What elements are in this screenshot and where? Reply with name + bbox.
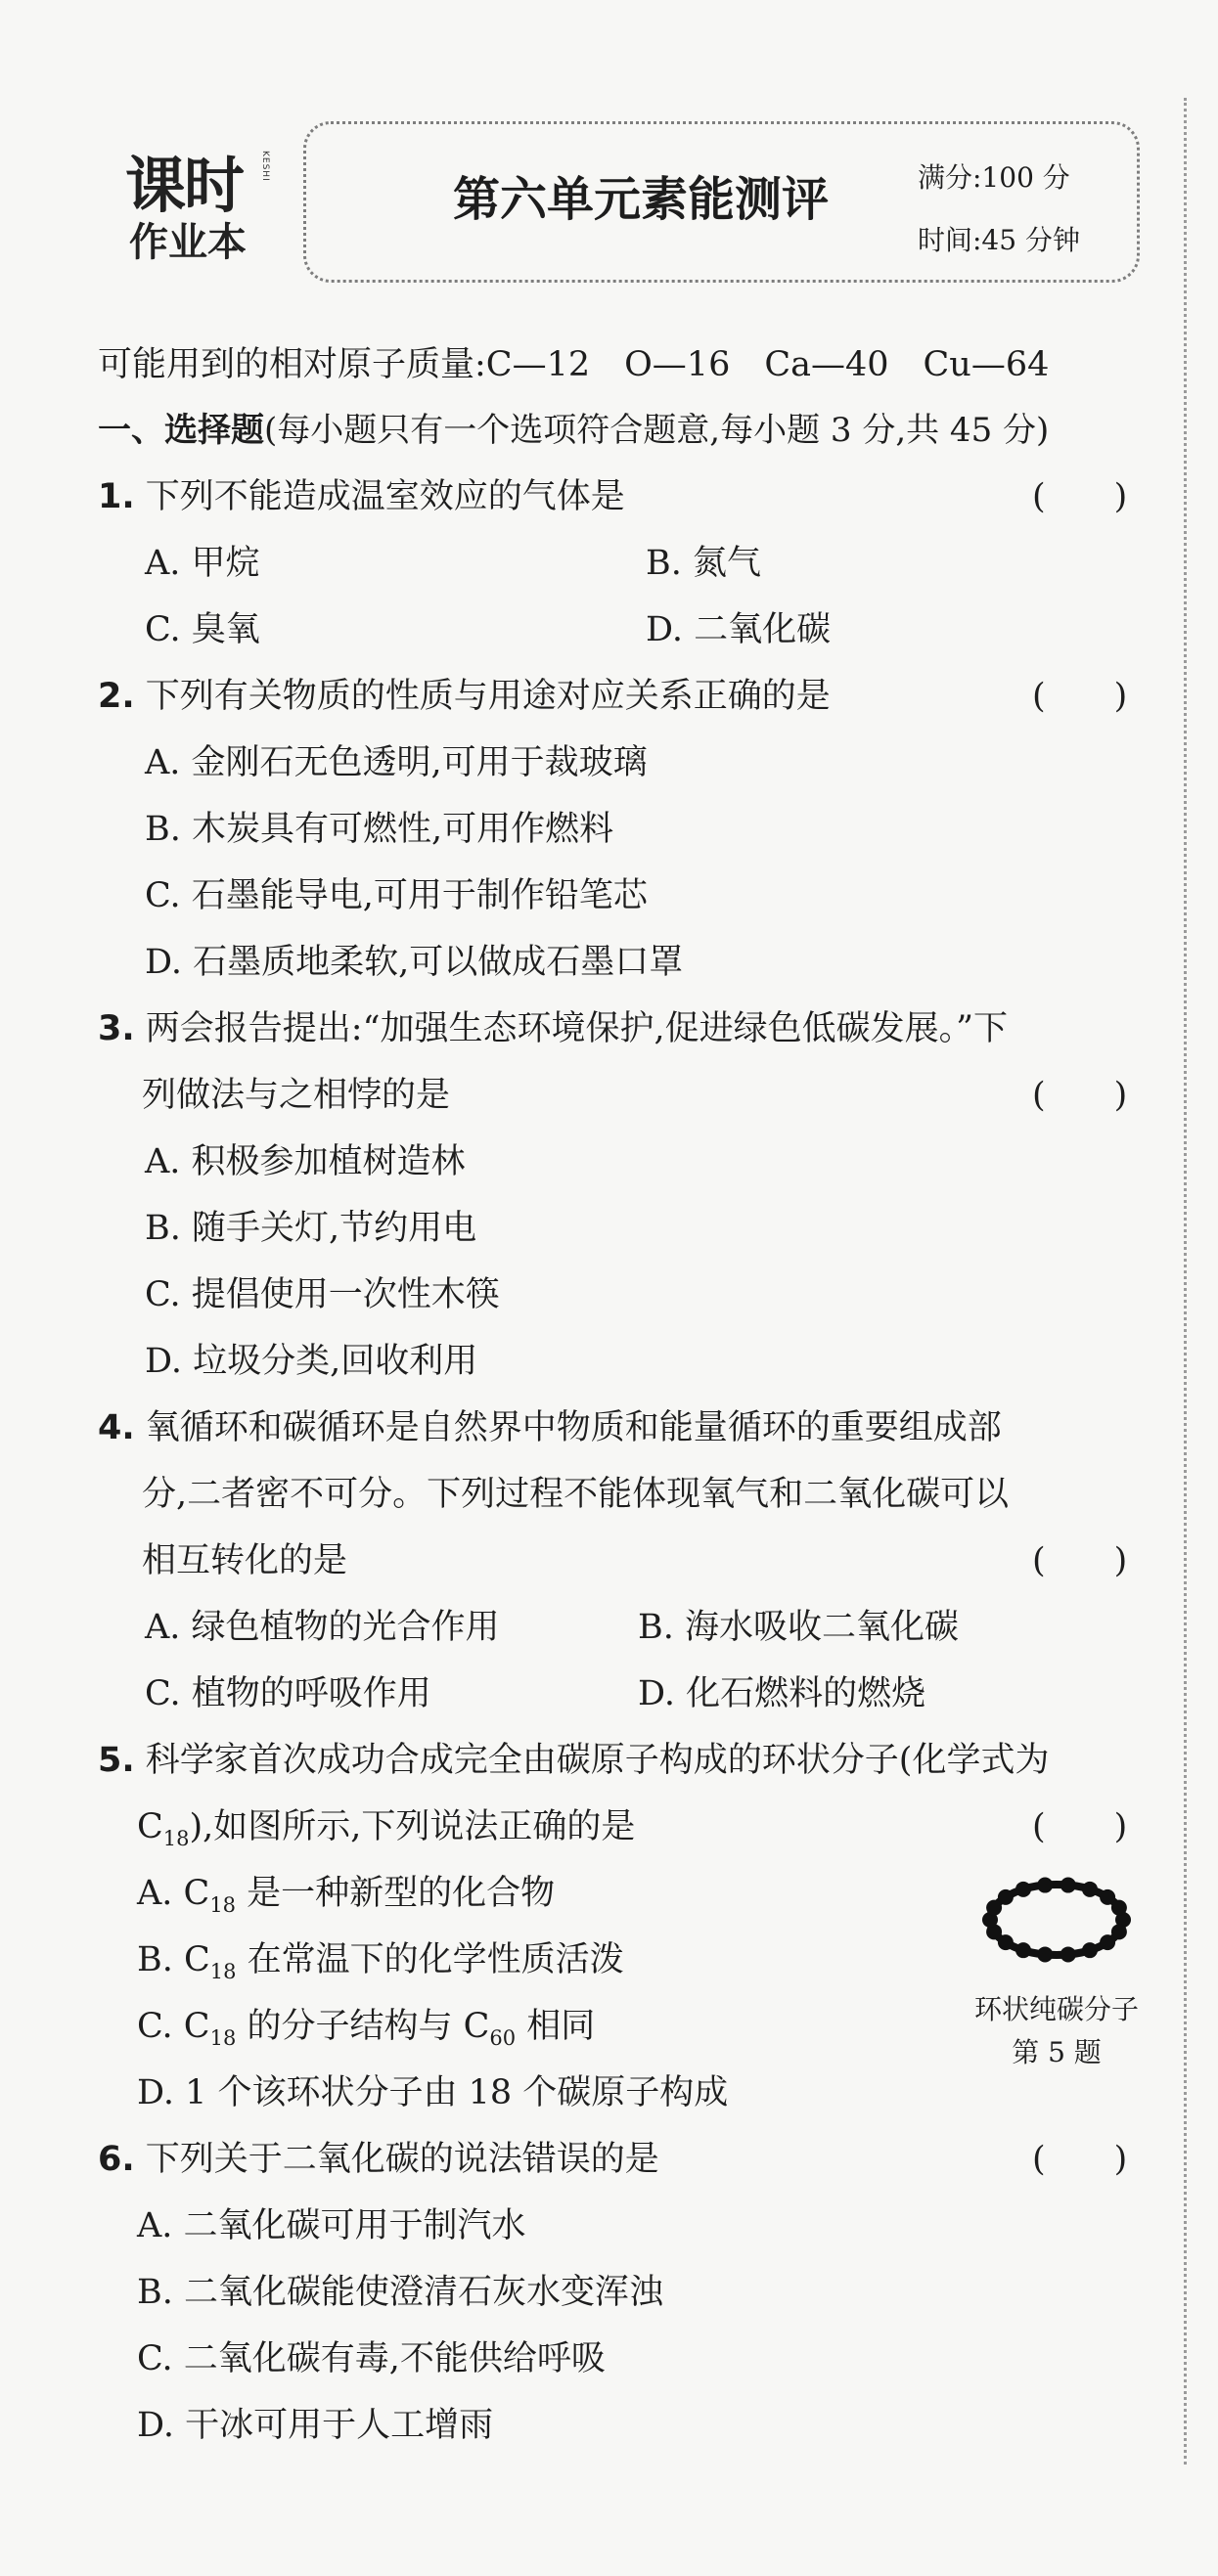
question-text: 下列不能造成温室效应的气体是 <box>145 477 625 516</box>
formula-subscript: 60 <box>489 2026 517 2050</box>
question-5-stem <box>98 1733 1049 1782</box>
q1-option-b: B. 氮气 <box>646 544 761 583</box>
carbon-atom <box>1037 1878 1053 1893</box>
question-3-stem-cont: 列做法与之相悖的是 <box>142 1076 451 1115</box>
carbon-atom <box>998 1889 1014 1905</box>
q6-option-c: C. 二氧化碳有毒,不能供给呼吸 <box>137 2339 606 2378</box>
answer-blank: ( ) <box>1032 677 1128 716</box>
q4-option-b: B. 海水吸收二氧化碳 <box>638 1608 959 1647</box>
full-score: 满分:100 分 <box>918 161 1070 194</box>
q3-option-b: B. 随手关灯,节约用电 <box>145 1209 477 1248</box>
question-text: 两会报告提出:“加强生态环境保护,促进绿色低碳发展。”下 <box>145 1009 1009 1048</box>
time-limit: 时间:45 分钟 <box>918 224 1080 256</box>
q3-option-c: C. 提倡使用一次性木筷 <box>145 1275 500 1314</box>
question-4-stem-cont: 分,二者密不可分。下列过程不能体现氧气和二氧化碳可以 <box>142 1475 1010 1514</box>
carbon-atom <box>1082 1942 1098 1958</box>
question-number: 3. <box>98 1009 135 1048</box>
formula-subscript: 18 <box>162 1827 190 1850</box>
carbon-atom <box>1015 1882 1031 1897</box>
question-number: 1. <box>98 477 135 516</box>
option-text: 在常温下的化学性质活泼 <box>236 1940 624 1979</box>
question-number: 4. <box>98 1408 135 1447</box>
q6-option-b: B. 二氧化碳能使澄清石灰水变浑浊 <box>137 2273 663 2312</box>
figure-caption <box>949 1988 1164 2074</box>
q5-option-b <box>137 1932 624 1983</box>
option-text: A. C <box>137 1874 210 1913</box>
q6-option-d: D. 干冰可用于人工增雨 <box>137 2406 494 2445</box>
carbon-atom <box>1060 1878 1076 1893</box>
q2-option-c: C. 石墨能导电,可用于制作铅笔芯 <box>145 876 648 915</box>
question-3-stem <box>98 1001 1008 1050</box>
q5-option-a <box>137 1866 555 1917</box>
question-6-stem <box>98 2132 659 2181</box>
carbon-atom <box>998 1934 1014 1950</box>
carbon-atom <box>1100 1889 1115 1905</box>
question-5-stem-cont <box>137 1799 635 1850</box>
formula-subscript: 18 <box>209 1960 237 1983</box>
exam-meta <box>918 147 1080 272</box>
question-text: 下列关于二氧化碳的说法错误的是 <box>145 2140 659 2179</box>
carbon-atom <box>1111 1900 1127 1916</box>
option-text: C. C <box>137 2007 210 2046</box>
carbon-atom <box>1015 1942 1031 1958</box>
carbon-atom <box>1060 1946 1076 1962</box>
q2-option-b: B. 木炭具有可燃性,可用作燃料 <box>145 810 614 849</box>
q3-option-a: A. 积极参加植树造林 <box>145 1142 466 1181</box>
ring-molecule-figure <box>978 1873 1135 1980</box>
logo-sub-text: 作业本 <box>129 220 247 265</box>
q1-option-a: A. 甲烷 <box>145 544 260 583</box>
logo-pinyin: KESHI <box>260 151 270 182</box>
question-text: 科学家首次成功合成完全由碳原子构成的环状分子(化学式为 <box>145 1741 1050 1780</box>
section-name: 一、选择题 <box>98 411 264 450</box>
carbon-atom <box>1082 1882 1098 1897</box>
q1-option-c: C. 臭氧 <box>145 610 260 649</box>
answer-blank: ( ) <box>1032 2140 1128 2179</box>
formula-symbol: C <box>137 1807 163 1846</box>
figure-title: 环状纯碳分子 <box>973 1993 1139 2025</box>
answer-blank: ( ) <box>1032 477 1128 516</box>
carbon-atom <box>1037 1946 1053 1962</box>
option-text: 是一种新型的化合物 <box>236 1874 556 1913</box>
section-heading <box>98 403 1049 451</box>
option-text: B. C <box>137 1940 210 1979</box>
question-1-stem <box>98 469 625 518</box>
question-2-stem <box>98 669 831 718</box>
stem-text: ),如图所示,下列说法正确的是 <box>189 1807 636 1846</box>
q5-option-c <box>137 1999 595 2050</box>
carbon-atom <box>1100 1934 1115 1950</box>
question-number: 6. <box>98 2140 135 2179</box>
section-note: (每小题只有一个选项符合题意,每小题 3 分,共 45 分) <box>264 411 1050 450</box>
question-number: 5. <box>98 1741 135 1780</box>
q4-option-a: A. 绿色植物的光合作用 <box>145 1608 500 1647</box>
q2-option-d: D. 石墨质地柔软,可以做成石墨口罩 <box>145 943 684 982</box>
question-number: 2. <box>98 677 135 716</box>
carbon-atoms <box>982 1878 1131 1963</box>
q2-option-a: A. 金刚石无色透明,可用于裁玻璃 <box>145 743 648 782</box>
carbon-atom <box>986 1900 1002 1916</box>
q3-option-d: D. 垃圾分类,回收利用 <box>145 1342 478 1381</box>
answer-blank: ( ) <box>1032 1541 1128 1580</box>
q1-option-d: D. 二氧化碳 <box>646 610 832 649</box>
figure-label: 第 5 题 <box>1012 2036 1102 2068</box>
option-text: 相同 <box>516 2007 596 2046</box>
question-4-stem <box>98 1400 1002 1449</box>
carbon-atom <box>1111 1924 1127 1939</box>
question-text: 下列有关物质的性质与用途对应关系正确的是 <box>145 677 831 716</box>
q4-option-d: D. 化石燃料的燃烧 <box>638 1674 926 1713</box>
formula-subscript: 18 <box>209 1893 237 1917</box>
logo <box>125 137 282 269</box>
formula-subscript: 18 <box>209 2026 237 2050</box>
page-title: 第六单元素能测评 <box>452 172 829 227</box>
answer-blank: ( ) <box>1032 1807 1128 1846</box>
q5-option-d: D. 1 个该环状分子由 18 个碳原子构成 <box>137 2073 729 2112</box>
option-text: 的分子结构与 C <box>236 2007 490 2046</box>
answer-blank: ( ) <box>1032 1076 1128 1115</box>
page-edge-dotted-line <box>1184 98 1187 2465</box>
logo-main-text: 课时 <box>125 150 244 221</box>
question-text: 氧循环和碳循环是自然界中物质和能量循环的重要组成部 <box>145 1408 1002 1447</box>
q6-option-a: A. 二氧化碳可用于制汽水 <box>137 2206 526 2245</box>
atomic-masses: 可能用到的相对原子质量:C—12 O—16 Ca—40 Cu—64 <box>98 345 1050 384</box>
q4-option-c: C. 植物的呼吸作用 <box>145 1674 431 1713</box>
question-4-stem-cont: 相互转化的是 <box>142 1541 348 1580</box>
